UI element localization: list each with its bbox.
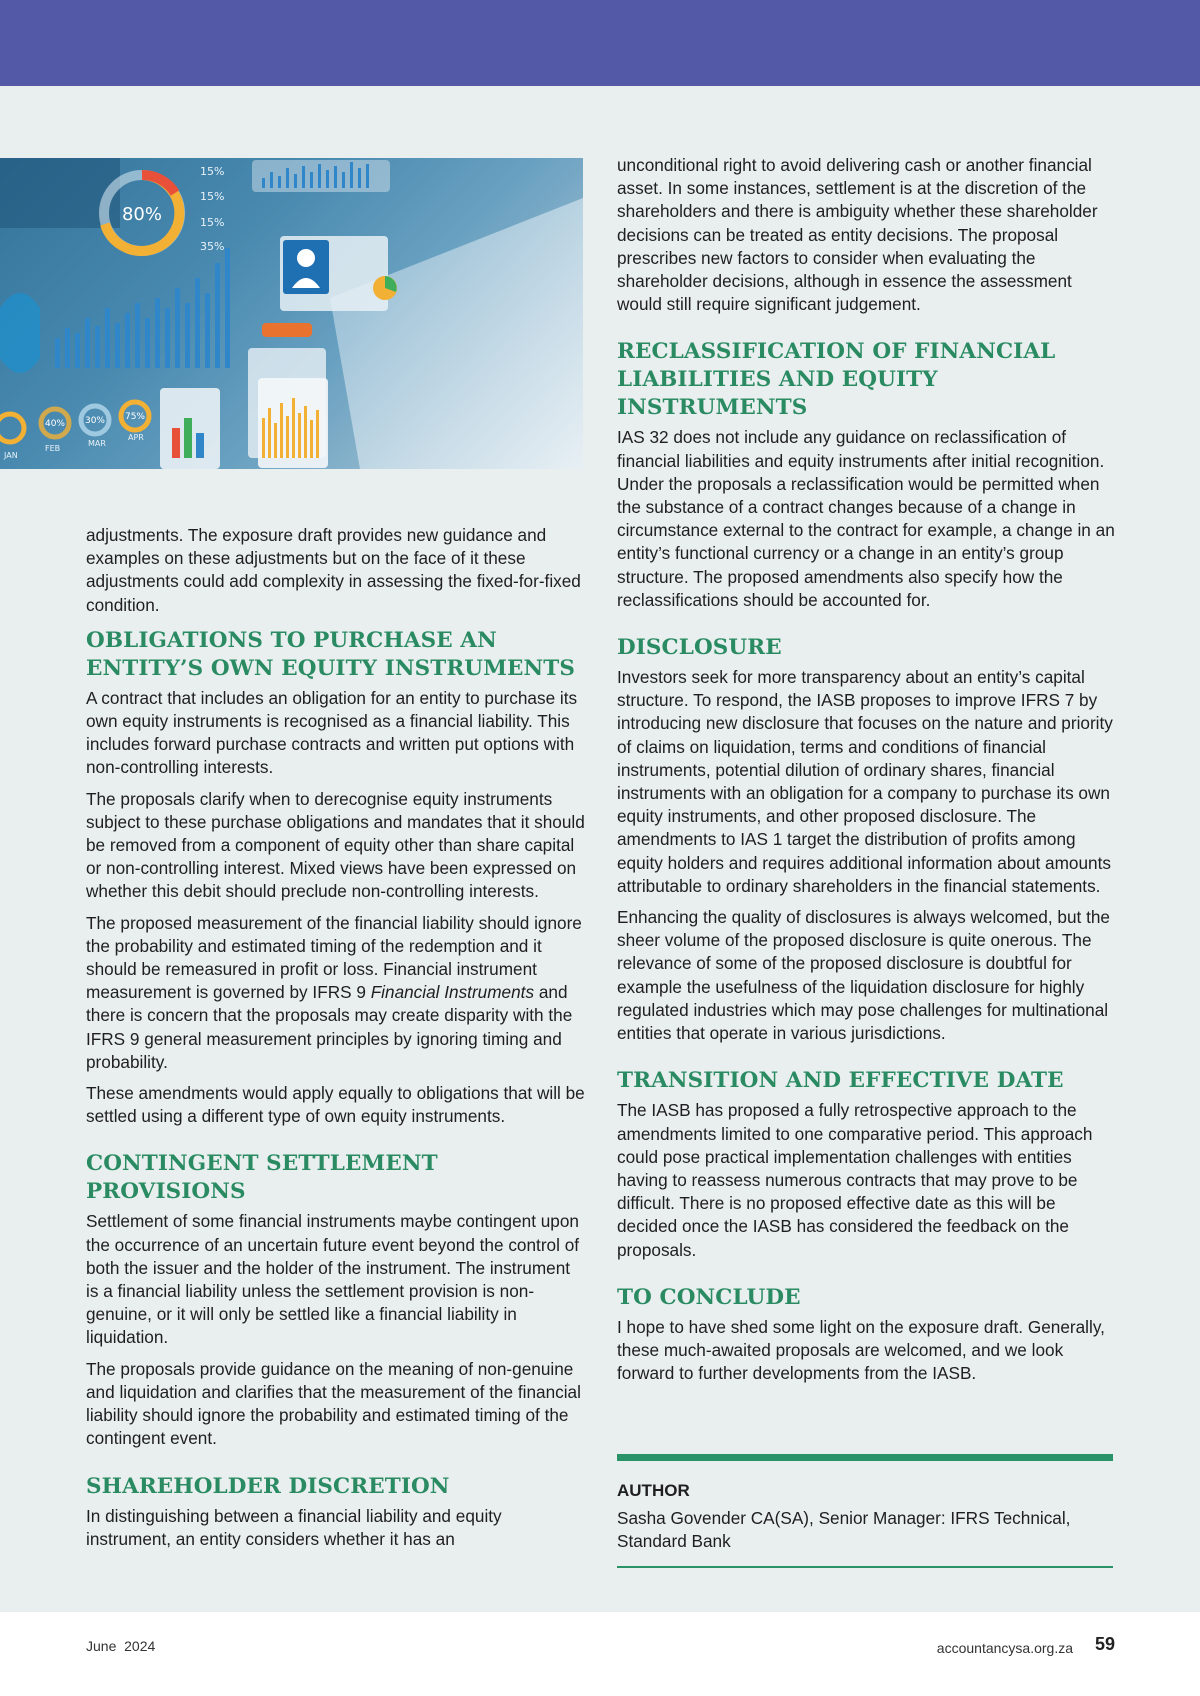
month-label: MAR <box>88 439 106 448</box>
paragraph: A contract that includes an obligation for an entity to purchase its own equity instruments is recognised as a financial liability. This includes forward purchase contracts and written put options with non-controlling interests. <box>86 687 578 778</box>
paragraph: The proposals clarify when to derecognise equity instruments subject to these purchase obligations and mandates that it should be removed from a component of equity other than share capital or non-controlling interest. Mixed views have been expressed on whether this debit should preclude non-controlling interests. <box>86 788 585 902</box>
paragraph: These amendments would apply equally to obligations that will be settled using a different type of own equity instruments. <box>86 1083 585 1127</box>
paragraph: The proposals provide guidance on the meaning of non-genuine and liquidation and clarifies that the measurement of the financial liability should ignore the probability and estimated timing of the contingent event. <box>86 1358 581 1449</box>
section-heading: TRANSITION AND EFFECTIVE DATE <box>617 1068 1064 1094</box>
paragraph: In distinguishing between a financial liability and equity instrument, an entity considers whether it has an <box>86 1505 502 1549</box>
section-heading: CONTINGENT SETTLEMENT PROVISIONS <box>86 1151 438 1205</box>
text-run: The proposed measurement of the financial liability should ignore the probability and estimated timing of the redemption and it should be remeasured in profit or loss. Financial instrument measurement is governed by IFRS 9 <box>86 912 582 1003</box>
paragraph: Enhancing the quality of disclosures is always welcomed, but the sheer volume of the proposed disclosure is quite onerous. The relevance of some of the proposed disclosure is doubtful for example the usefulness of the liquidation disclosure for highly regulated industries which may pose challenges for multinational entities that operate in various jurisdictions. <box>617 907 1110 1044</box>
section-heading: DISCLOSURE <box>617 635 782 661</box>
section-heading: SHAREHOLDER DISCRETION <box>86 1473 450 1499</box>
author-label: AUTHOR <box>617 1481 690 1500</box>
hero-image-financial-dashboard <box>0 158 583 469</box>
author-top-rule <box>617 1454 1113 1461</box>
paragraph: Investors seek for more transparency about an entity’s capital structure. To respond, the IASB proposes to improve IFRS 7 by introducing new disclosure that focuses on the nature and priority of claims on liquidation, terms and conditions of financial instruments, potential dilution of ordinary shares, financial instruments with an obligation for a company to purchase its own equity instruments, and other proposed disclosure. The amendments to IAS 1 target the distribution of profits among equity holders and requires additional information about amounts attributable to ordinary shareholders in the financial statements. <box>617 667 1113 896</box>
left-column <box>86 524 586 1559</box>
orange-button-graphic <box>262 323 312 337</box>
percent-label: 35% <box>200 240 225 253</box>
page-number: 59 <box>1094 1634 1115 1654</box>
hero-illustration <box>0 158 583 469</box>
gauge-label: 40% <box>44 419 66 429</box>
pie-label: 80% <box>121 204 163 225</box>
pie-mini <box>373 276 397 300</box>
author-box <box>617 1454 1113 1568</box>
text-run: and there is concern that the proposals may create disparity with the IFRS 9 general measurement principles by ignoring timing and probability. <box>86 982 573 1072</box>
footer-website-link[interactable]: accountancysa.org.za <box>936 1640 1073 1656</box>
paragraph: I hope to have shed some light on the exposure draft. Generally, these much-awaited proposals are welcomed, and we look forward to further developments from the IASB. <box>617 1316 1105 1384</box>
month-label: JAN <box>4 451 18 460</box>
author-bottom-rule <box>617 1566 1113 1568</box>
paragraph: Settlement of some financial instruments maybe contingent upon the occurrence of an uncertain future event beyond the control of both the issuer and the holder of the instrument. The instrument is a financial liability unless the settlement provision is non-genuine, or it will only be settled like a financial liability in liquidation. <box>86 1211 580 1348</box>
gauge-label: 75% <box>124 412 146 422</box>
right-column <box>617 154 1117 1393</box>
paragraph <box>86 912 586 1074</box>
italic-title: Financial Instruments <box>370 982 535 1003</box>
top-color-bar <box>0 0 1200 86</box>
paragraph: The IASB has proposed a fully retrospective approach to the amendments limited to one comparative period. This approach could pose practical implementation challenges with entities having to reassess numerous contracts that may prove to be difficult. There is no proposed effective date as this will be decided once the IASB has considered the feedback on the proposals. <box>617 1100 1093 1260</box>
paragraph: unconditional right to avoid delivering cash or another financial asset. In some instances, settlement is at the discretion of the shareholders and there is ambiguity whether these shareholder decisions can be treated as entity decisions. The proposal prescribes new factors to consider when evaluating the shareholder decisions, although in essence the assessment would still require significant judgement. <box>617 155 1098 315</box>
section-heading: RECLASSIFICATION OF FINANCIAL LIABILITIES AND EQUITY INSTRUMENTS <box>617 339 1056 421</box>
percent-label: 15% <box>200 165 225 178</box>
author-name: Sasha Govender CA(SA), Senior Manager: IFRS Technical, Standard Bank <box>617 1508 1071 1551</box>
footer-date: June 2024 <box>86 1638 156 1654</box>
section-heading: OBLIGATIONS TO PURCHASE AN ENTITY’S OWN EQUITY INSTRUMENTS <box>86 627 576 681</box>
month-label: FEB <box>45 444 61 453</box>
gauge-label: 30% <box>84 416 106 426</box>
paragraph: adjustments. The exposure draft provides new guidance and examples on these adjustments but on the face of it these adjustments could add complexity in assessing the fixed-for-fixed condition. <box>86 525 581 615</box>
donut-segment <box>0 293 40 373</box>
month-label: APR <box>128 433 144 442</box>
paragraph: IAS 32 does not include any guidance on reclassification of financial liabilities and equity instruments after initial recognition. Under the proposals a reclassification would be permitted when the substance of a contract changes because of a change in circumstance external to the contract for example, a change in an entity’s functional currency or a change in an entity’s group structure. The proposed amendments also specify how the reclassifications should be accounted for. <box>617 427 1115 610</box>
section-heading: TO CONCLUDE <box>617 1284 801 1310</box>
percent-label: 15% <box>200 190 225 203</box>
percent-label: 15% <box>200 216 225 229</box>
